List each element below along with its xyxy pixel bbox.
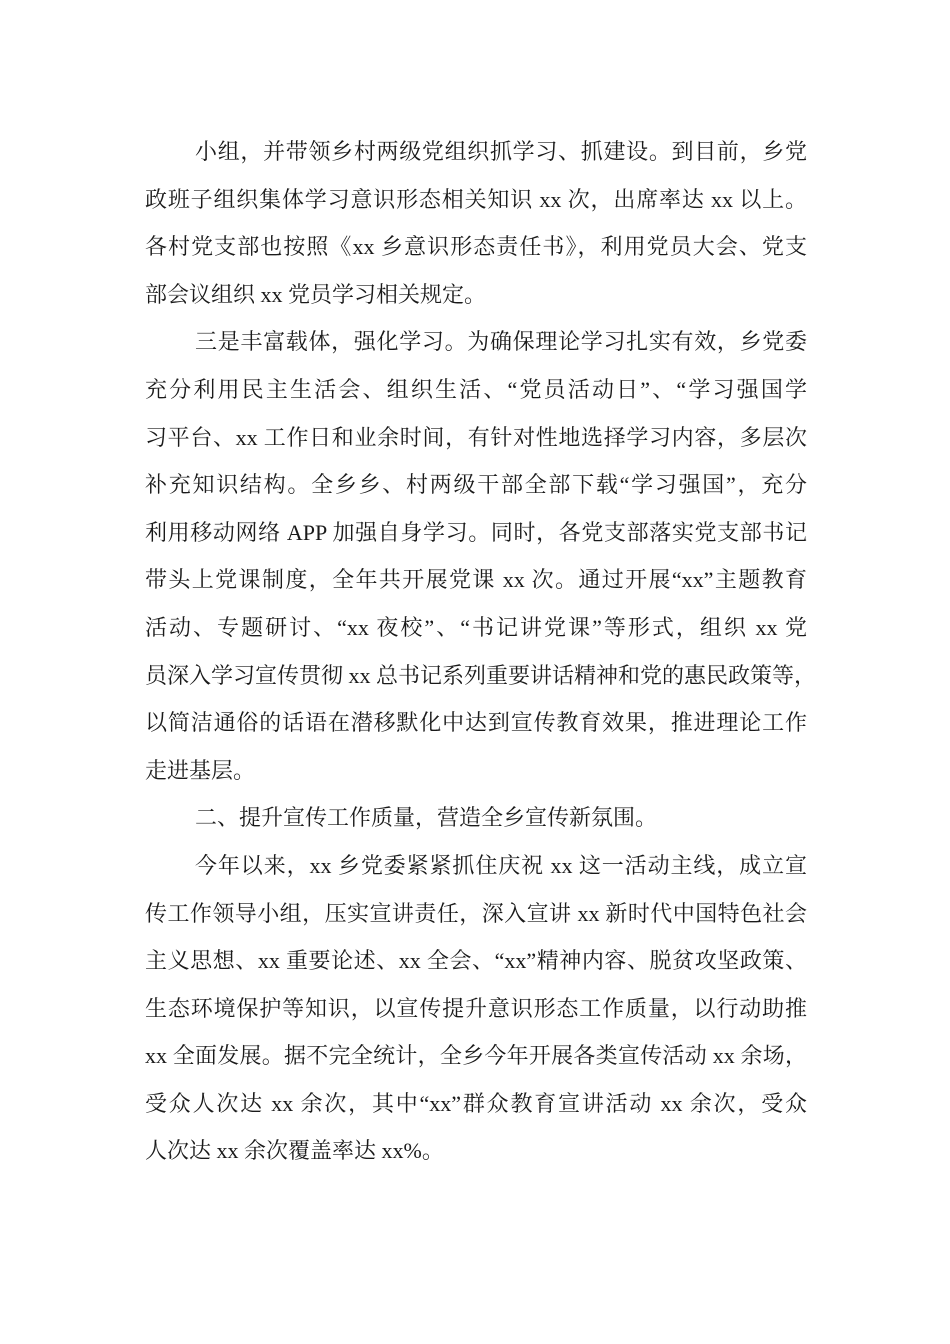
text-line: 三是丰富载体，强化学习。为确保理论学习扎实有效，乡党委: [195, 329, 807, 355]
text-line: 政班子组织集体学习意识形态相关知识 xx 次，出席率达 xx 以上。: [145, 186, 807, 212]
section-heading: 二、提升宣传工作质量，营造全乡宣传新氛围。: [195, 805, 658, 831]
text-line: 生态环境保护等知识，以宣传提升意识形态工作质量，以行动助推: [145, 995, 807, 1021]
text-line: 利用移动网络 APP 加强自身学习。同时，各党支部落实党支部书记: [145, 519, 807, 545]
text-line: 员深入学习宣传贯彻 xx 总书记系列重要讲话精神和党的惠民政策等，: [145, 662, 817, 688]
text-line: 以简洁通俗的话语在潜移默化中达到宣传教育效果，推进理论工作: [145, 710, 807, 736]
text-line: 受众人次达 xx 余次，其中“xx”群众教育宣讲活动 xx 余次，受众: [145, 1090, 807, 1116]
text-line: 传工作领导小组，压实宣讲责任，深入宣讲 xx 新时代中国特色社会: [145, 900, 807, 926]
text-line: 今年以来，xx 乡党委紧紧抓住庆祝 xx 这一活动主线，成立宣: [195, 852, 807, 878]
text-line: 部会议组织 xx 党员学习相关规定。: [145, 281, 487, 307]
text-line: 各村党支部也按照《xx 乡意识形态责任书》，利用党员大会、党支: [145, 234, 807, 260]
text-line: 小组，并带领乡村两级党组织抓学习、抓建设。到目前，乡党: [195, 139, 807, 164]
text-line: 活动、专题研讨、“xx 夜校”、“书记讲党课”等形式，组织 xx 党: [145, 614, 807, 640]
text-line: 补充知识结构。全乡乡、村两级干部全部下载“学习强国”，充分: [145, 472, 807, 498]
text-line: 走进基层。: [145, 757, 256, 783]
text-line: 带头上党课制度，全年共开展党课 xx 次。通过开展“xx”主题教育: [145, 567, 807, 593]
text-line: 习平台、xx 工作日和业余时间，有针对性地选择学习内容，多层次: [145, 424, 807, 450]
text-line: 充分利用民主生活会、组织生活、“党员活动日”、“学习强国学: [145, 376, 807, 402]
text-line: xx 全面发展。据不完全统计，全乡今年开展各类宣传活动 xx 余场，: [145, 1043, 807, 1069]
text-line: 人次达 xx 余次覆盖率达 xx%。: [145, 1138, 444, 1164]
text-line: 主义思想、xx 重要论述、xx 全会、“xx”精神内容、脱贫攻坚政策、: [145, 948, 807, 974]
document-page: [145, 128, 817, 1175]
